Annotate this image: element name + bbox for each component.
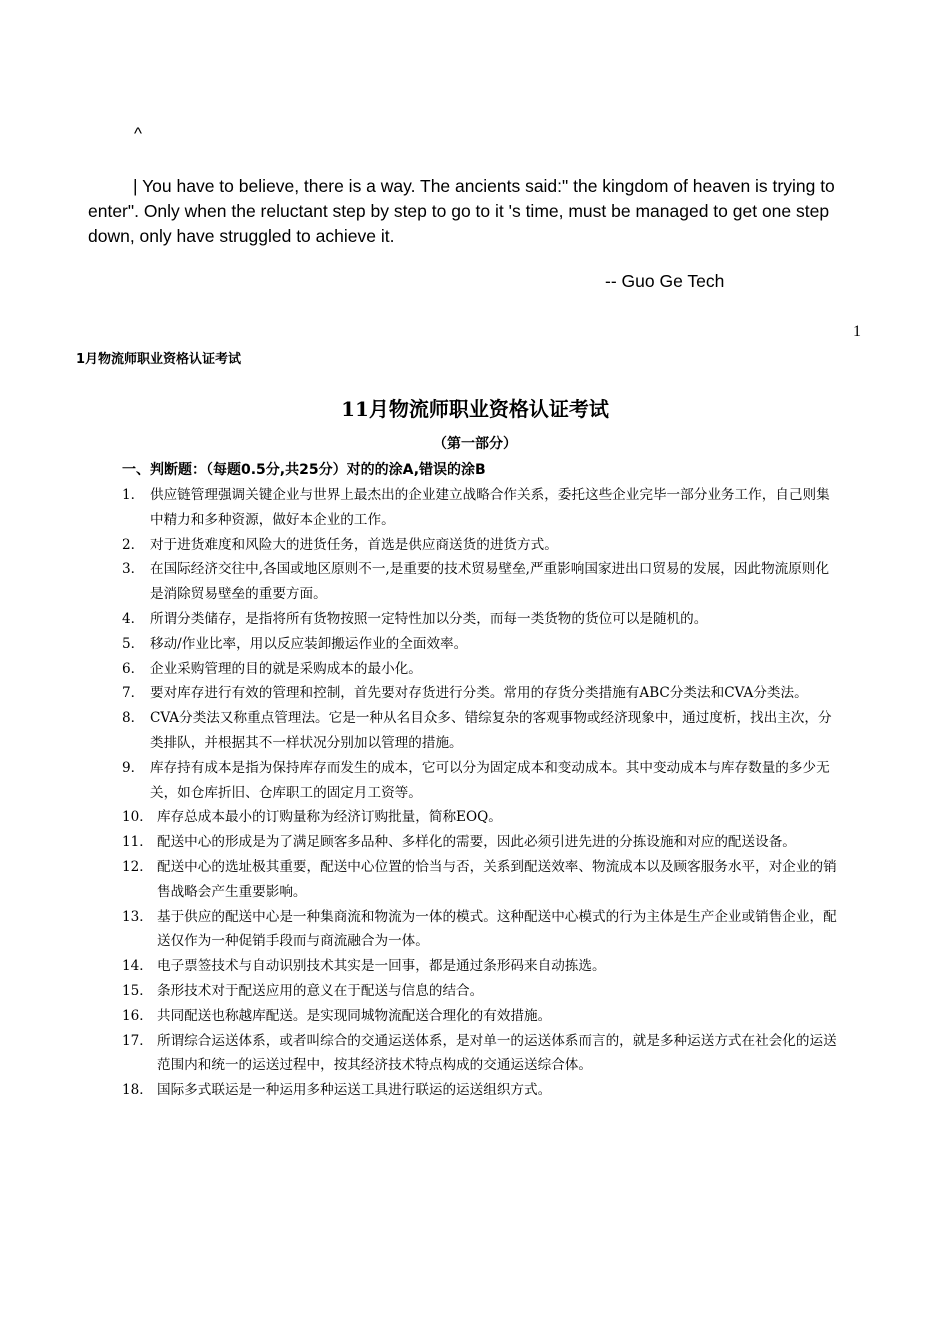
quote-signature: -- Guo Ge Tech [605,271,725,291]
question-text: 所谓分类储存，是指将所有货物按照一定特性加以分类，而每一类货物的货位可以是随机的。 [150,610,708,627]
question-item [122,1078,837,1103]
question-text: 共同配送也称越库配送。是实现同城物流配送合理化的有效措施。 [157,1007,552,1024]
question-item [122,830,837,855]
running-header: 1月物流师职业资格认证考试 [76,352,242,367]
question-item [122,855,837,905]
question-text: 对于进货难度和风险大的进货任务，首选是供应商送货的进货方式。 [150,536,558,553]
question-text: 配送中心的选址极其重要，配送中心位置的恰当与否，关系到配送效率、物流成本以及顾客服务水平，对企业的销售战略会产生重要影响。 [157,858,837,900]
document-title: 11月物流师职业资格认证考试 [341,397,609,421]
question-text: 库存持有成本是指为保持库存而发生的成本，它可以分为固定成本和变动成本。其中变动成本与库存数量的多少无关，如仓库折旧、仓库职工的固定月工资等。 [150,759,830,801]
question-text: 库存总成本最小的订购量称为经济订购批量，简称EOQ。 [157,809,502,826]
page-number: 1 [853,323,861,340]
question-item [122,756,837,806]
question-text: 供应链管理强调关键企业与世界上最杰出的企业建立战略合作关系，委托这些企业完毕一部分业务工作，自己则集中精力和多种资源，做好本企业的工作。 [150,487,830,528]
section-heading: 一、判断题：（每题0.5分,共25分）对的的涂A,错误的涂B [122,462,486,478]
question-item [122,905,837,955]
question-number: 16． [122,1007,153,1024]
question-text: 基于供应的配送中心是一种集商流和物流为一体的模式。这种配送中心模式的行为主体是生产企业或销售企业，配送仅作为一种促销手段而与商流融合为一体。 [157,908,837,950]
question-item [122,706,837,756]
question-item [122,1004,837,1029]
question-text: CVA分类法又称重点管理法。它是一种从名目众多、错综复杂的客观事物或经济现象中，通过度析，找出主次，分类排队，并根据其不一样状况分别加以管理的措施。 [150,710,832,751]
question-number: 7． [122,685,145,702]
caret-mark: ^ [134,124,142,143]
question-number: 11． [122,834,153,851]
motivational-quote: | You have to believe, there is a way. The ancients said:" the kingdom of heaven is trying to enter". Only when the reluctant step by step to go to it 's time, must be managed to get one step down, only have struggled to achieve it. [88,176,835,246]
question-number: 9． [122,759,145,776]
question-text: 在国际经济交往中,各国或地区原则不一,是重要的技术贸易壁垒,严重影响国家进出口贸易的发展，因此物流原则化是消除贸易壁垒的重要方面。 [150,561,830,603]
question-item [122,954,837,979]
question-number: 3． [122,561,145,578]
question-number: 6． [122,660,145,677]
question-item [122,533,837,558]
question-item [122,805,837,830]
question-number: 10． [122,809,153,826]
question-item [122,1029,837,1079]
question-item [122,632,837,657]
question-text: 要对库存进行有效的管理和控制，首先要对存货进行分类。常用的存货分类措施有ABC分类法和CVA分类法。 [150,685,808,702]
question-list [122,483,837,1103]
question-item [122,483,837,533]
question-item [122,979,837,1004]
question-number: 2． [122,536,145,553]
question-item [122,657,837,682]
question-number: 14． [122,958,153,975]
question-number: 12． [122,858,153,875]
question-text: 条形技术对于配送应用的意义在于配送与信息的结合。 [157,982,484,999]
question-text: 国际多式联运是一种运用多种运送工具进行联运的运送组织方式。 [157,1082,552,1099]
question-number: 5． [122,635,145,652]
question-number: 8． [122,710,145,727]
question-number: 13． [122,908,153,925]
question-text: 企业采购管理的目的就是采购成本的最小化。 [150,660,422,677]
question-number: 17． [122,1032,153,1049]
part-label: （第一部分） [433,436,517,452]
question-item [122,557,837,607]
question-number: 15． [122,982,153,999]
question-text: 电子票签技术与自动识别技术其实是一回事，都是通过条形码来自动拣选。 [157,958,606,975]
question-item [122,681,837,706]
question-text: 配送中心的形成是为了满足顾客多品种、多样化的需要，因此必须引进先进的分拣设施和对应的配送设备。 [157,834,796,851]
question-text: 移动/作业比率，用以反应装卸搬运作业的全面效率。 [150,635,468,652]
question-number: 1． [122,487,145,503]
question-item [122,607,837,632]
question-number: 4． [122,610,145,627]
question-text: 所谓综合运送体系，或者叫综合的交通运送体系，是对单一的运送体系而言的，就是多种运送方式在社会化的运送范围内和统一的运送过程中，按其经济技术特点构成的交通运送综合体。 [157,1032,837,1074]
question-number: 18． [122,1082,153,1099]
